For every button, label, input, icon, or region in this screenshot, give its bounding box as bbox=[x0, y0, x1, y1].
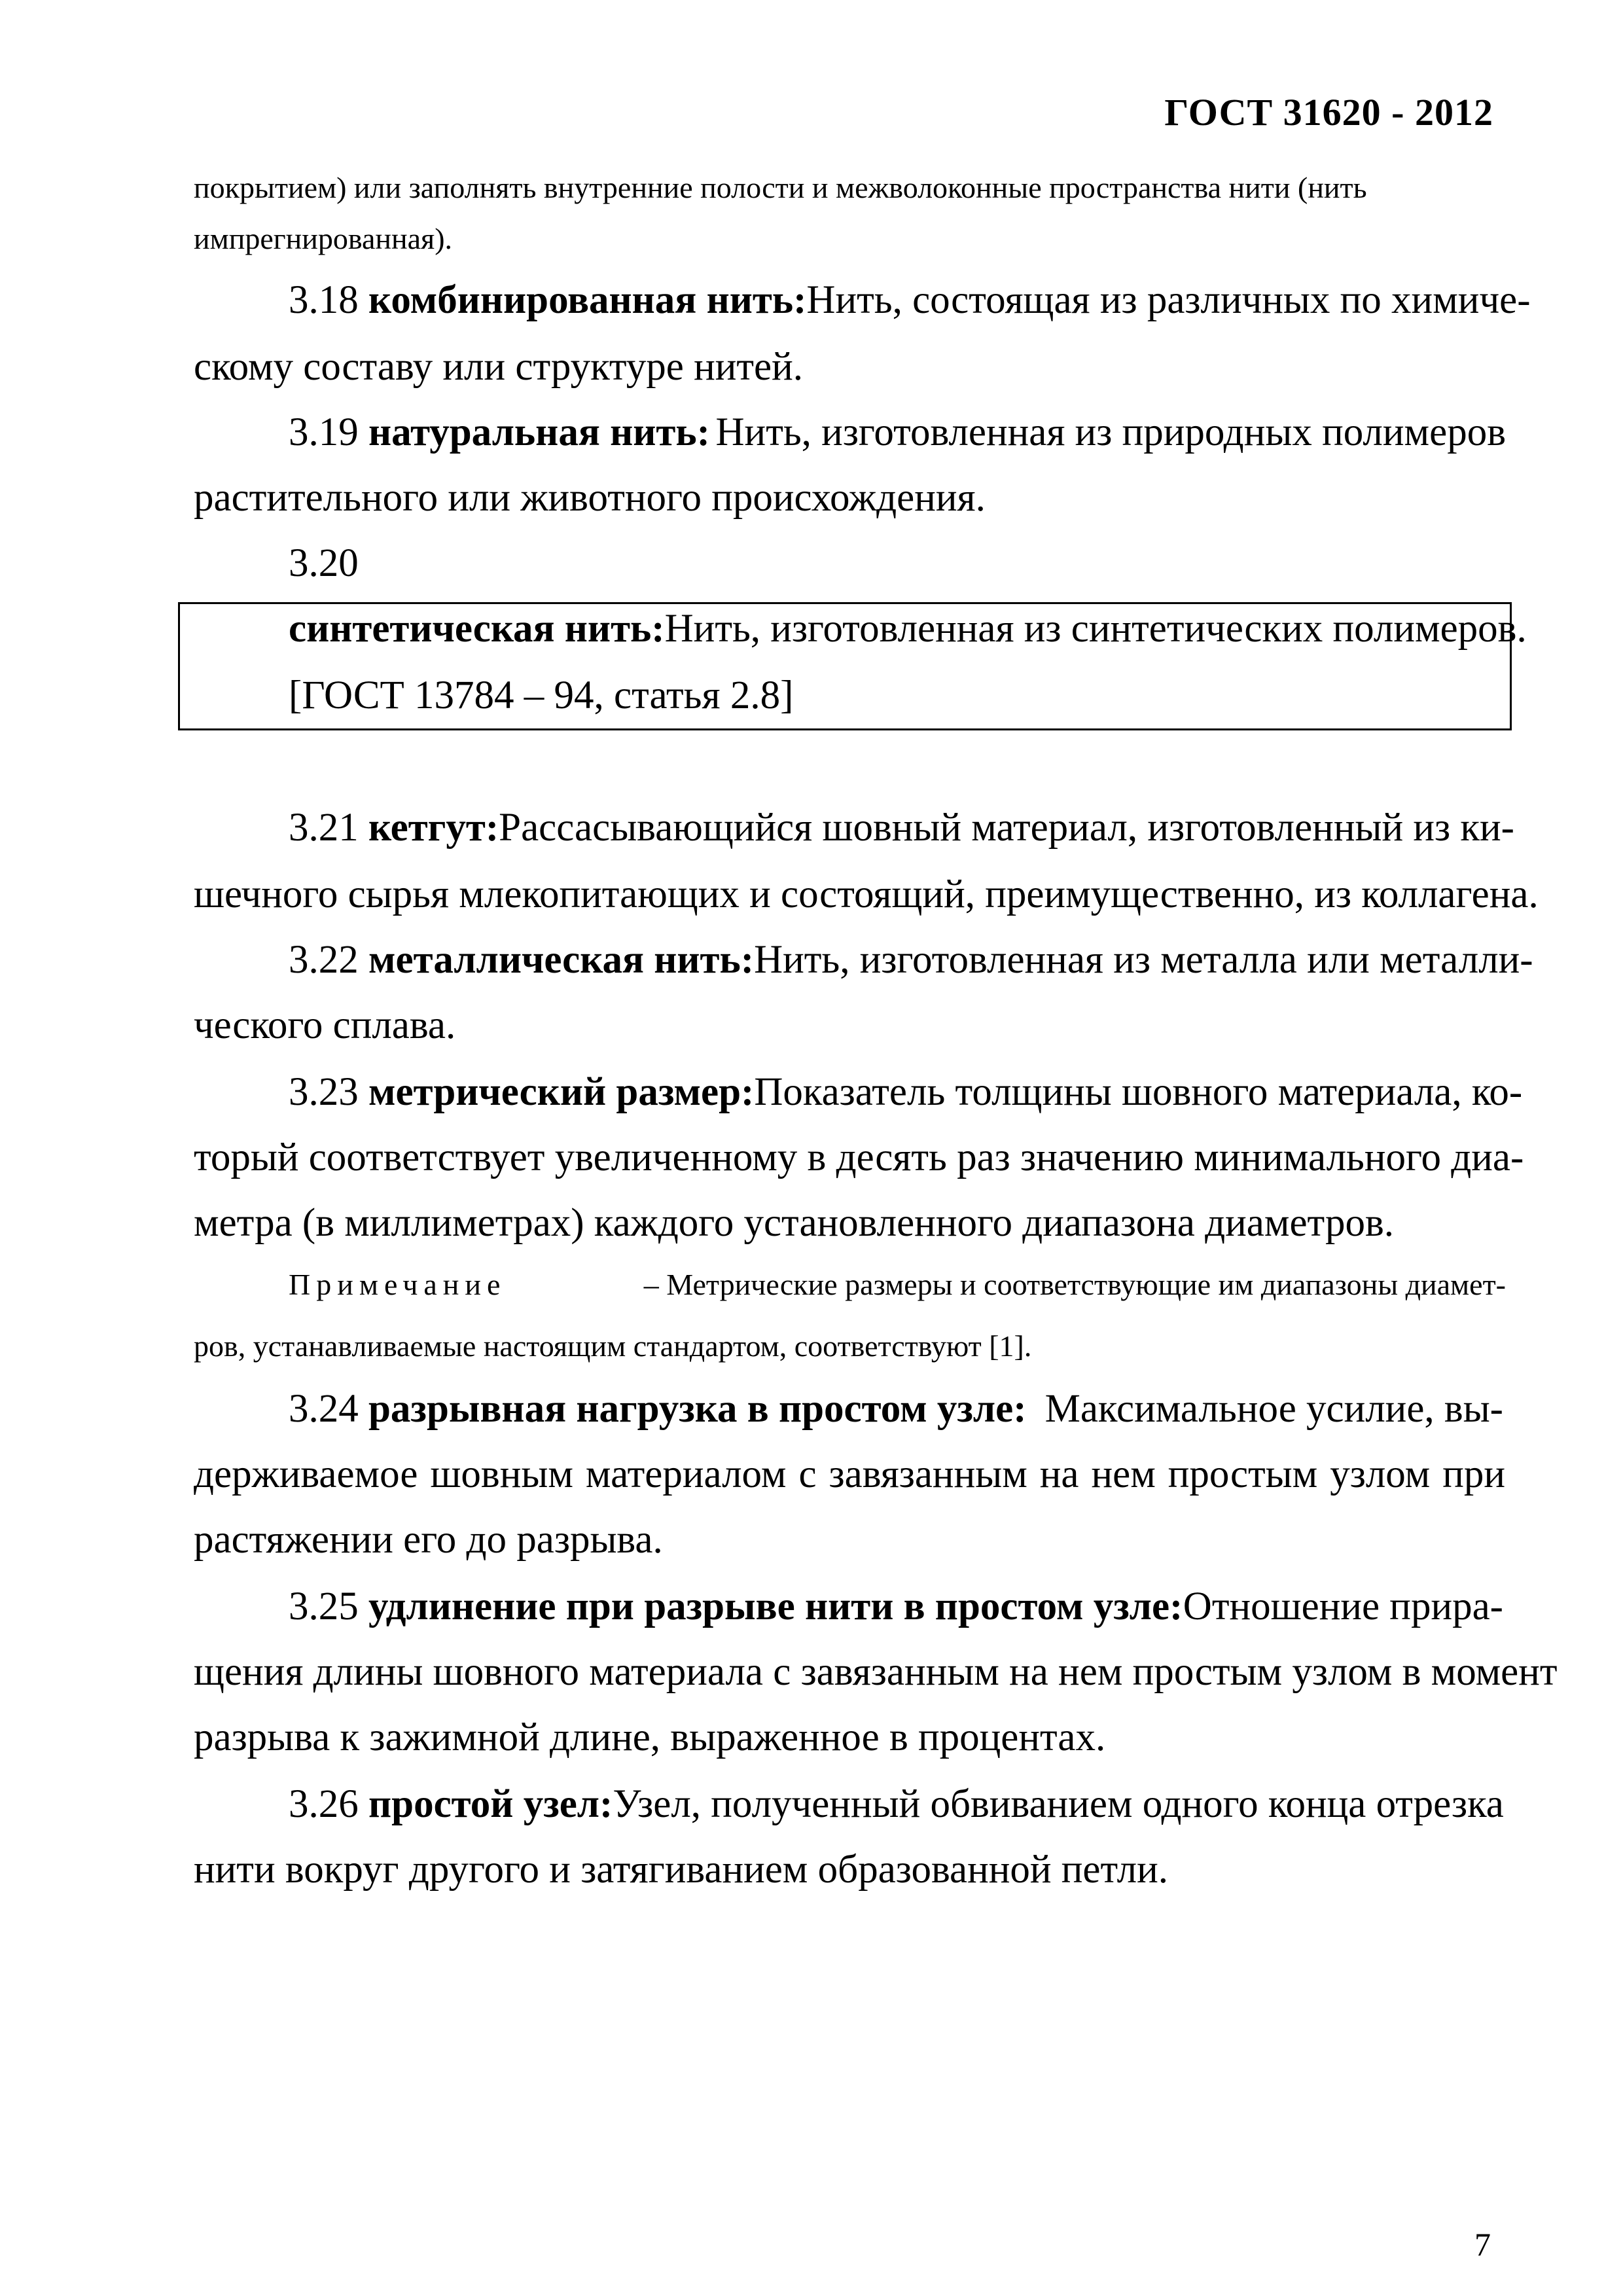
continuation-line-1 bbox=[194, 173, 1505, 203]
entry-definition-start: Показатель толщины шовного материала, ко- bbox=[754, 1070, 1523, 1114]
entry-term: натуральная нить: bbox=[368, 410, 710, 454]
entry-term: метрический размер: bbox=[368, 1070, 755, 1114]
entry-number: 3.25 bbox=[289, 1585, 359, 1628]
entry-3-25-line-2: щения длины шовного материала с завязанным на нем простым узлом в момент bbox=[194, 1650, 1558, 1694]
entry-3-24-line-3: растяжении его до разрыва. bbox=[194, 1518, 663, 1562]
entry-definition-start: Рассасывающийся шовный материал, изготовленный из ки- bbox=[499, 806, 1514, 850]
entry-3-21-line-1 bbox=[289, 806, 1514, 850]
continuation-text-1: покрытием) или заполнять внутренние полости и межволоконные пространства нити (нить bbox=[194, 171, 1367, 204]
entry-3-18-lead bbox=[289, 280, 806, 320]
entry-3-26-lead bbox=[289, 1784, 613, 1824]
entry-definition-start: Нить, изготовленная из природных полимеров bbox=[715, 410, 1506, 454]
entry-3-20-reference: [ГОСТ 13784 – 94, статья 2.8] bbox=[289, 673, 794, 717]
note-text-start: – Метрические размеры и соответствующие им диапазоны диамет- bbox=[643, 1268, 1506, 1301]
entry-number: 3.22 bbox=[289, 938, 359, 982]
entry-definition-start: Нить, состоящая из различных по химиче- bbox=[806, 278, 1531, 322]
entry-3-21-line-2: шечного сырья млекопитающих и состоящий, преимущественно, из коллагена. bbox=[194, 872, 1539, 916]
entry-3-25-line-3: разрыва к зажимной длине, выраженное в процентах. bbox=[194, 1715, 1106, 1759]
entry-number: 3.23 bbox=[289, 1070, 359, 1114]
entry-3-19-line-2: растительного или животного происхождения. bbox=[194, 476, 986, 520]
entry-number: 3.24 bbox=[289, 1387, 359, 1431]
entry-3-19-lead bbox=[289, 412, 710, 452]
entry-number: 3.18 bbox=[289, 278, 359, 322]
entry-3-22-lead bbox=[289, 940, 754, 980]
entry-term: простой узел: bbox=[368, 1782, 613, 1826]
entry-3-22-line-1 bbox=[289, 938, 1533, 982]
note-line-1 bbox=[289, 1270, 1506, 1300]
entry-3-23-line-3: метра (в миллиметрах) каждого установленного диапазона диаметров. bbox=[194, 1201, 1394, 1245]
entry-3-18-line-1 bbox=[289, 278, 1531, 322]
continuation-line-2: импрегнированная). bbox=[194, 222, 453, 255]
entry-3-24-line-1 bbox=[289, 1389, 1503, 1429]
entry-3-25-lead bbox=[289, 1587, 1183, 1626]
entry-3-18-line-2: скому составу или структуре нитей. bbox=[194, 345, 803, 389]
page-number: 7 bbox=[1474, 2226, 1491, 2263]
entry-3-26-line-1 bbox=[289, 1784, 1503, 1824]
entry-term: удлинение при разрыве нити в простом узле: bbox=[368, 1585, 1183, 1628]
entry-term: синтетическая нить: bbox=[289, 607, 665, 651]
entry-3-20-line-1 bbox=[289, 607, 1527, 651]
entry-3-23-line-2: торый соответствует увеличенному в десять раз значению минимального диа- bbox=[194, 1136, 1524, 1179]
entry-number: 3.26 bbox=[289, 1782, 359, 1826]
entry-3-26-line-2: нити вокруг другого и затягиванием образованной петли. bbox=[194, 1848, 1168, 1892]
entry-3-24-lead bbox=[289, 1389, 1027, 1429]
entry-definition-start: Нить, изготовленная из металла или металли- bbox=[754, 938, 1533, 982]
entry-3-24-line-2: держиваемое шовным материалом с завязанным на нем простым узлом при bbox=[194, 1452, 1505, 1496]
entry-definition-start: Максимальное усилие, вы- bbox=[1044, 1387, 1503, 1431]
entry-3-25-line-1 bbox=[289, 1587, 1503, 1626]
entry-3-23-line-1 bbox=[289, 1070, 1523, 1114]
entry-term: разрывная нагрузка в простом узле: bbox=[368, 1387, 1027, 1431]
entry-3-22-line-2: ческого сплава. bbox=[194, 1003, 456, 1047]
entry-3-20-number: 3.20 bbox=[289, 541, 359, 585]
entry-3-23-lead bbox=[289, 1072, 754, 1112]
entry-term: комбинированная нить: bbox=[368, 278, 807, 322]
entry-number: 3.19 bbox=[289, 410, 359, 454]
entry-number: 3.21 bbox=[289, 806, 359, 850]
entry-definition-start: Отношение прира- bbox=[1183, 1585, 1503, 1628]
entry-3-21-lead bbox=[289, 808, 499, 848]
entry-term: кетгут: bbox=[368, 806, 499, 850]
entry-definition: Нить, изготовленная из синтетических полимеров. bbox=[664, 607, 1527, 651]
note-label: Примечание bbox=[289, 1268, 507, 1301]
standard-code-header: ГОСТ 31620 - 2012 bbox=[1164, 91, 1493, 134]
entry-definition-start: Узел, полученный обвиванием одного конца отрезка bbox=[613, 1782, 1504, 1826]
note-line-2: ров, устанавливаемые настоящим стандартом, соответствуют [1]. bbox=[194, 1329, 1032, 1363]
entry-term: металлическая нить: bbox=[368, 938, 755, 982]
entry-3-19-line-1 bbox=[289, 412, 1506, 452]
